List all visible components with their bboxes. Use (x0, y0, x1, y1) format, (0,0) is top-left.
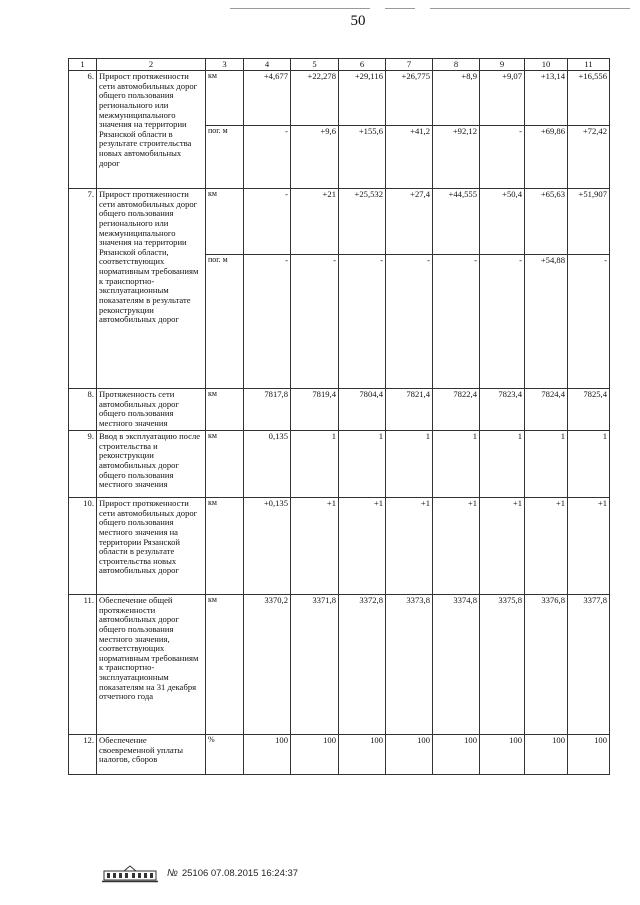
table-row (69, 431, 610, 498)
value-cell: 0,135 (244, 431, 291, 498)
indicator-name: Прирост протяженности сети автомобильных дорог общего пользования регионального или межмуниципального значения на территории Рязанской области, соответствующих нормативным требованиям к транспортно-эксплуатационным показателям в результате реконструкции автомобильных дорог (97, 189, 206, 389)
value-cell: +4,677 (244, 71, 291, 126)
value-cell: 1 (480, 431, 525, 498)
value-cell: - (244, 189, 291, 255)
value-cell: 1 (291, 431, 339, 498)
column-number: 7 (386, 59, 433, 71)
value-cell: +1 (568, 498, 610, 595)
registration-stamp-text (167, 868, 298, 879)
value-cell: 1 (568, 431, 610, 498)
unit-cell: км (206, 595, 244, 735)
value-cell: +29,116 (339, 71, 386, 126)
value-cell: +44,555 (433, 189, 480, 255)
value-cell: +1 (339, 498, 386, 595)
indicator-name: Обеспечение своевременной уплаты налогов, сборов (97, 735, 206, 775)
value-cell: +26,775 (386, 71, 433, 126)
column-number: 8 (433, 59, 480, 71)
value-cell: - (339, 255, 386, 389)
value-cell: 100 (291, 735, 339, 775)
value-cell: +92,12 (433, 126, 480, 189)
indicator-name: Прирост протяженности сети автомобильных дорог общего пользования регионального или межмуниципального значения на территории Рязанской области в результате строительства новых автомобильных дорог (97, 71, 206, 189)
value-cell: +1 (480, 498, 525, 595)
table-row (69, 389, 610, 431)
value-cell: - (291, 255, 339, 389)
value-cell: +50,4 (480, 189, 525, 255)
page-number: 50 (350, 13, 366, 29)
value-cell: +54,88 (525, 255, 568, 389)
indicators-table (68, 58, 610, 775)
value-cell: 3373,8 (386, 595, 433, 735)
value-cell: 3371,8 (291, 595, 339, 735)
row-number: 7. (69, 189, 97, 389)
value-cell: - (244, 255, 291, 389)
value-cell: 3372,8 (339, 595, 386, 735)
value-cell: +8,9 (433, 71, 480, 126)
column-number: 10 (525, 59, 568, 71)
column-number: 1 (69, 59, 97, 71)
value-cell: 100 (433, 735, 480, 775)
value-cell: 1 (339, 431, 386, 498)
value-cell: 3374,8 (433, 595, 480, 735)
indicator-name: Протяженность сети автомобильных дорог общего пользования местного значения (97, 389, 206, 431)
value-cell: 3370,2 (244, 595, 291, 735)
unit-cell: км (206, 71, 244, 126)
unit-cell: пог. м (206, 126, 244, 189)
unit-cell: км (206, 431, 244, 498)
row-number: 6. (69, 71, 97, 189)
value-cell: +72,42 (568, 126, 610, 189)
number-sign: № (167, 867, 178, 879)
column-number: 9 (480, 59, 525, 71)
table-row (69, 71, 610, 126)
value-cell: +51,907 (568, 189, 610, 255)
value-cell: 7804,4 (339, 389, 386, 431)
value-cell: 7823,4 (480, 389, 525, 431)
column-number-row (69, 59, 610, 71)
indicator-name: Прирост протяженности сети автомобильных дорог общего пользования местного значения на территории Рязанской области в результате строительства новых автомобильных дорог (97, 498, 206, 595)
table-row (69, 735, 610, 775)
row-number: 11. (69, 595, 97, 735)
value-cell: 7817,8 (244, 389, 291, 431)
registration-info: 25106 07.08.2015 16:24:37 (181, 867, 299, 879)
top-edge-line (385, 8, 415, 9)
value-cell: 100 (339, 735, 386, 775)
table-row (69, 595, 610, 735)
column-number: 3 (206, 59, 244, 71)
value-cell: +155,6 (339, 126, 386, 189)
row-number: 9. (69, 431, 97, 498)
value-cell: 7819,4 (291, 389, 339, 431)
table-row (69, 189, 610, 255)
value-cell: +27,4 (386, 189, 433, 255)
row-number: 12. (69, 735, 97, 775)
value-cell: 7821,4 (386, 389, 433, 431)
value-cell: +21 (291, 189, 339, 255)
top-edge-line (230, 8, 370, 9)
value-cell: +13,14 (525, 71, 568, 126)
value-cell: - (244, 126, 291, 189)
value-cell: 1 (525, 431, 568, 498)
value-cell: - (386, 255, 433, 389)
value-cell: - (568, 255, 610, 389)
column-number: 11 (568, 59, 610, 71)
column-number: 5 (291, 59, 339, 71)
value-cell: +1 (525, 498, 568, 595)
value-cell: 100 (525, 735, 568, 775)
document-footer (100, 862, 298, 884)
top-edge-line (430, 8, 630, 9)
value-cell: 3375,8 (480, 595, 525, 735)
column-number: 2 (97, 59, 206, 71)
value-cell: - (433, 255, 480, 389)
indicator-name: Ввод в эксплуатацию после строительства и реконструкции автомобильных дорог общего пользования местного значения (97, 431, 206, 498)
value-cell: 1 (433, 431, 480, 498)
value-cell: +69,86 (525, 126, 568, 189)
value-cell: +1 (291, 498, 339, 595)
column-number: 4 (244, 59, 291, 71)
unit-cell: км (206, 189, 244, 255)
indicator-name: Обеспечение общей протяженности автомобильных дорог общего пользования местного значения, соответствующих нормативным требованиям к транспортно-эксплуатационным показателям на 31 декабря отчетного года (97, 595, 206, 735)
value-cell: 3377,8 (568, 595, 610, 735)
building-stamp-icon (100, 862, 160, 884)
value-cell: +65,63 (525, 189, 568, 255)
value-cell: 100 (386, 735, 433, 775)
unit-cell: % (206, 735, 244, 775)
value-cell: - (480, 255, 525, 389)
column-number: 6 (339, 59, 386, 71)
row-number: 10. (69, 498, 97, 595)
value-cell: 3376,8 (525, 595, 568, 735)
value-cell: 7822,4 (433, 389, 480, 431)
value-cell: 7825,4 (568, 389, 610, 431)
value-cell: +25,532 (339, 189, 386, 255)
value-cell: +1 (386, 498, 433, 595)
unit-cell: км (206, 389, 244, 431)
value-cell: - (480, 126, 525, 189)
unit-cell: пог. м (206, 255, 244, 389)
value-cell: 100 (244, 735, 291, 775)
table-body (69, 59, 610, 775)
value-cell: 100 (480, 735, 525, 775)
table-row (69, 498, 610, 595)
value-cell: 1 (386, 431, 433, 498)
row-number: 8. (69, 389, 97, 431)
value-cell: 100 (568, 735, 610, 775)
value-cell: +0,135 (244, 498, 291, 595)
value-cell: +1 (433, 498, 480, 595)
value-cell: +22,278 (291, 71, 339, 126)
value-cell: +9,6 (291, 126, 339, 189)
value-cell: +16,556 (568, 71, 610, 126)
value-cell: +9,07 (480, 71, 525, 126)
value-cell: 7824,4 (525, 389, 568, 431)
value-cell: +41,2 (386, 126, 433, 189)
unit-cell: км (206, 498, 244, 595)
